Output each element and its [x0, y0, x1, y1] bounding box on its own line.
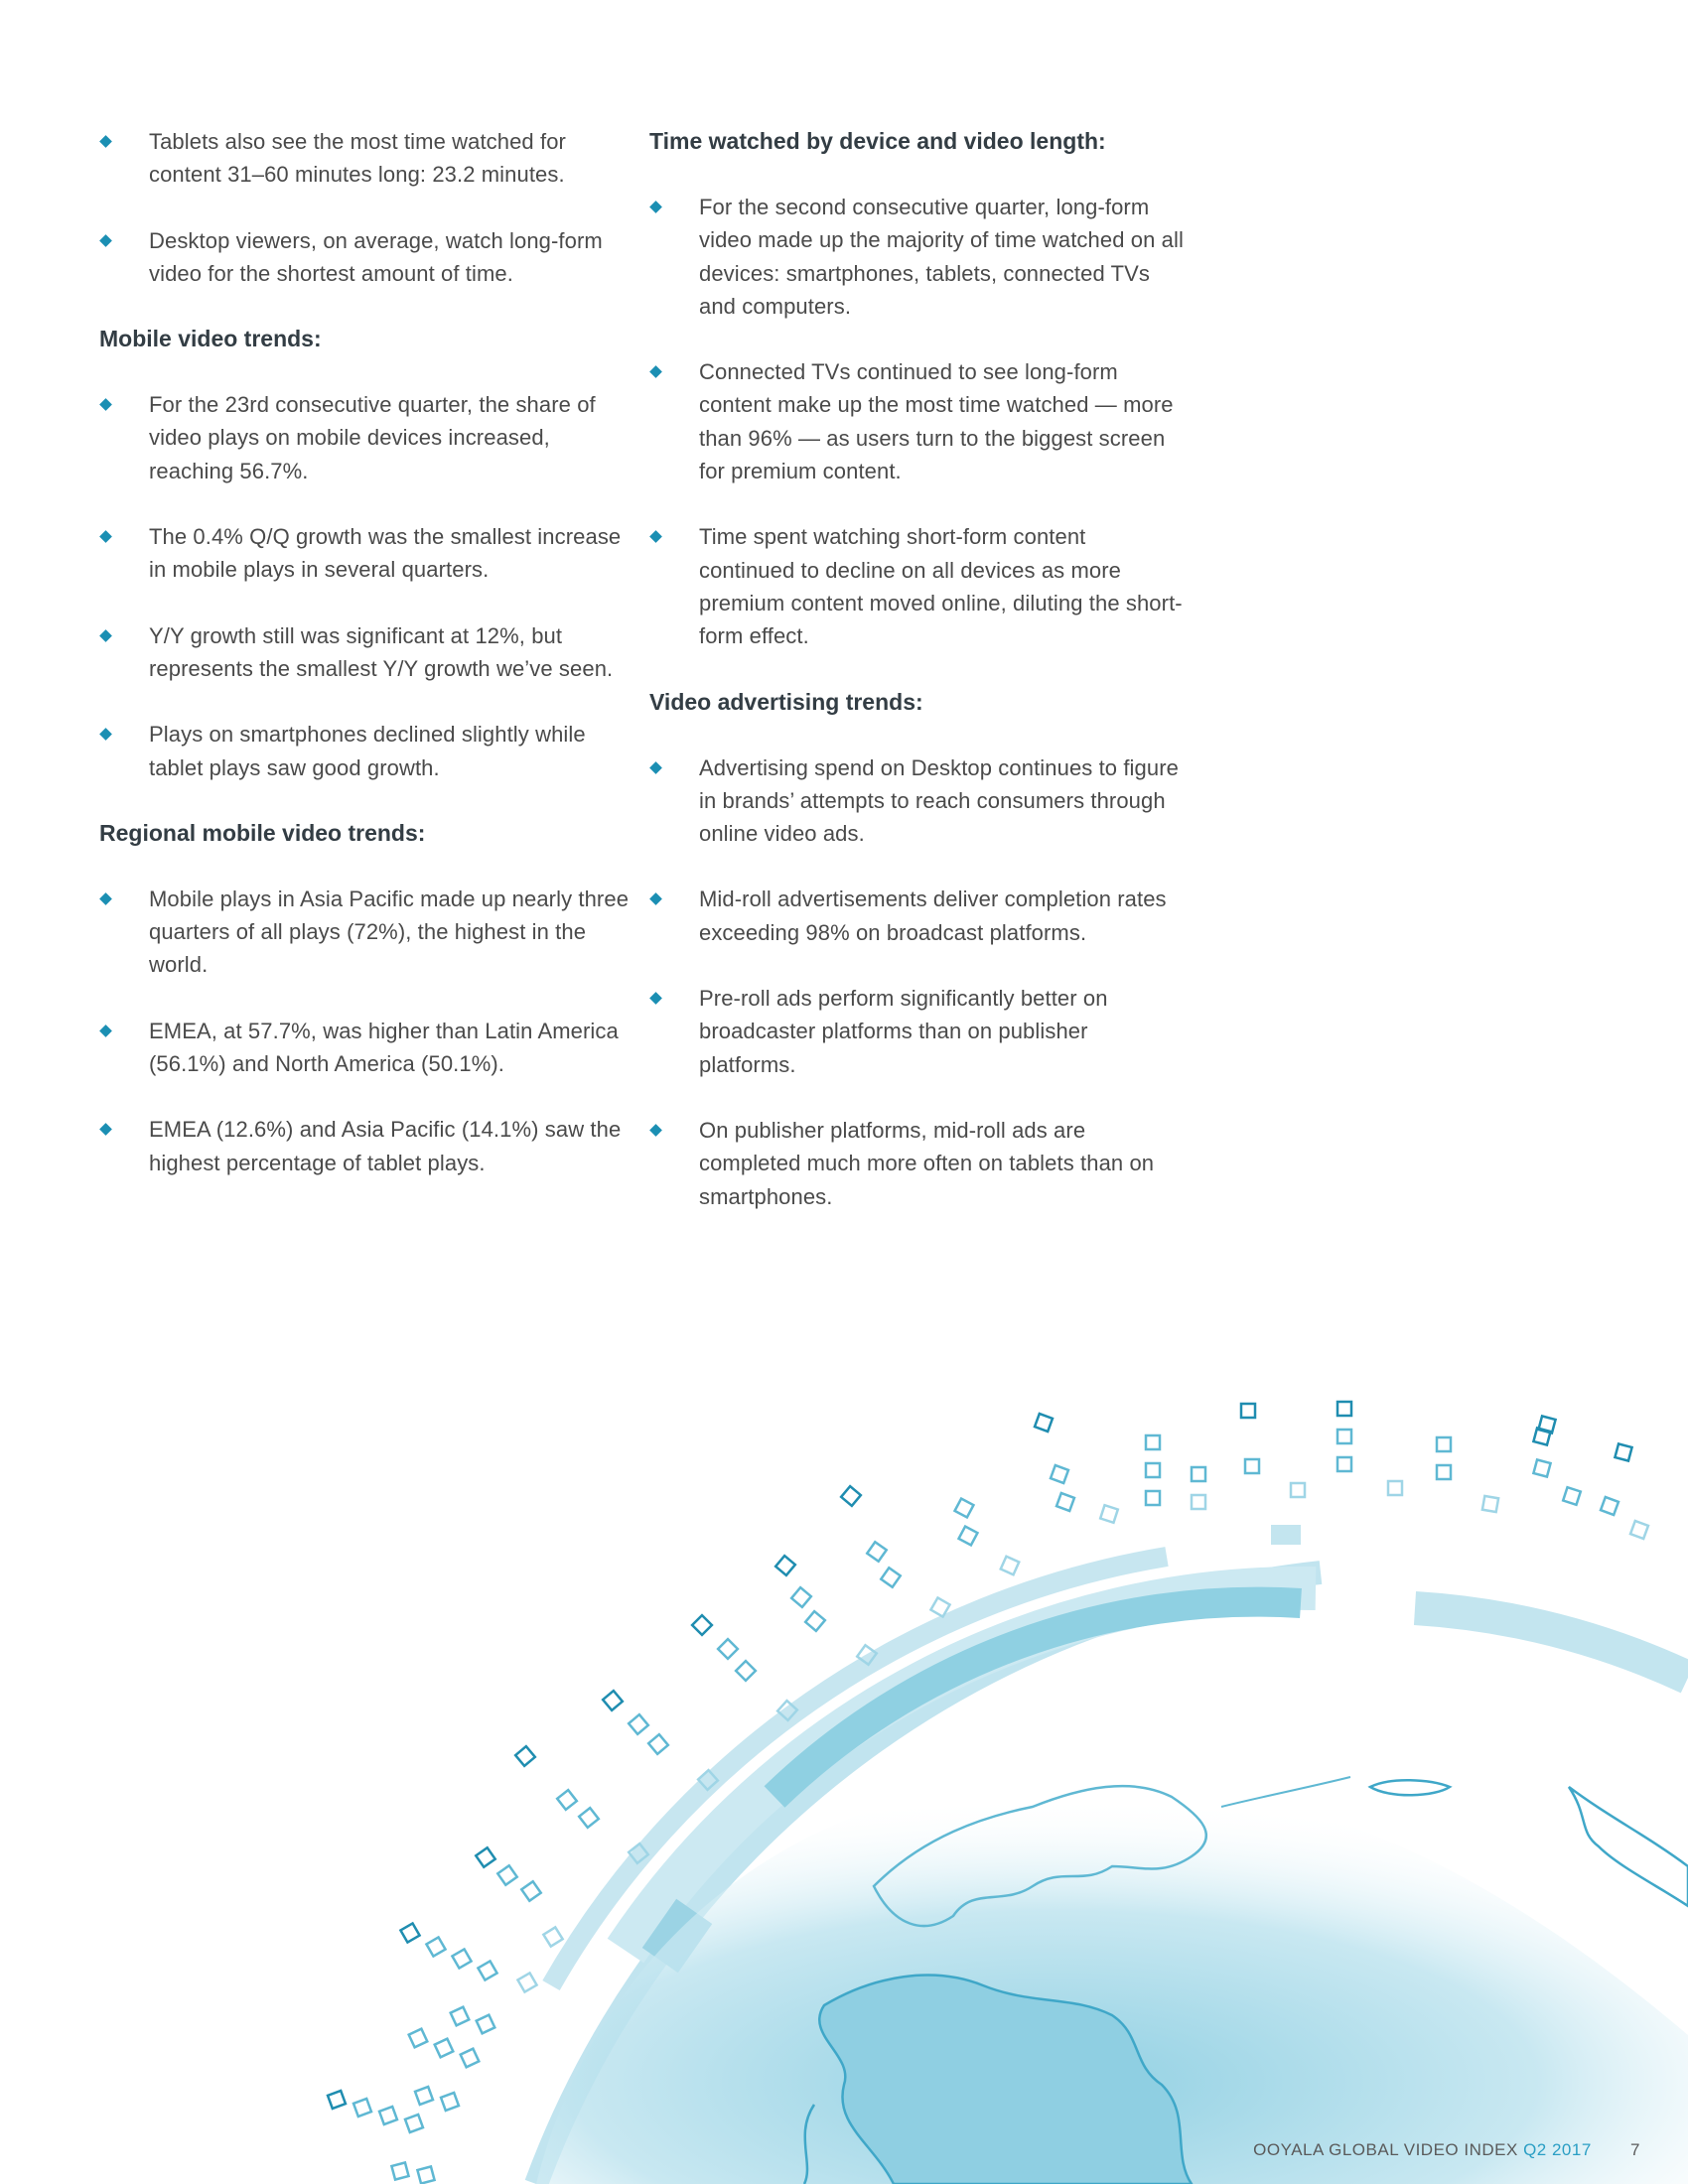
bullet-text: Pre-roll ads perform significantly better on broadcaster platforms than on publisher platforms. [699, 986, 1108, 1077]
square-marker [452, 1949, 471, 1968]
square-marker [451, 2007, 470, 2026]
square-marker [1146, 1491, 1160, 1505]
square-marker [415, 2087, 433, 2105]
page-footer [1253, 2140, 1640, 2160]
square-marker [557, 1790, 577, 1810]
square-marker [1056, 1493, 1074, 1511]
square-marker [515, 1746, 535, 1766]
square-marker [441, 2093, 459, 2111]
diamond-bullet-icon [649, 992, 662, 1005]
square-marker [1437, 1465, 1451, 1479]
square-marker [1245, 1459, 1259, 1473]
square-marker [629, 1714, 648, 1734]
square-marker [791, 1587, 811, 1607]
diamond-bullet-icon [99, 1024, 112, 1037]
diamond-bullet-icon [649, 893, 662, 906]
list-item [649, 751, 1186, 851]
square-marker [477, 2015, 495, 2034]
square-marker [736, 1661, 756, 1681]
square-marker [328, 2091, 346, 2109]
bullet-text: Tablets also see the most time watched for content 31–60 minutes long: 23.2 minutes. [149, 129, 566, 188]
coastline-right [1569, 1787, 1688, 1906]
list-item [99, 388, 635, 487]
bullet-text: Mobile plays in Asia Pacific made up nearly three quarters of all plays (72%), the highest in the world. [149, 886, 630, 978]
diamond-bullet-icon [99, 135, 112, 148]
square-marker [1437, 1437, 1451, 1451]
square-marker [955, 1499, 974, 1518]
square-marker [461, 2049, 480, 2068]
bullet-text: On publisher platforms, mid-roll ads are completed much more often on tablets than on smartphones. [699, 1117, 1155, 1209]
mobile-trends-heading: Mobile video trends: [99, 326, 322, 352]
square-marker [1241, 1404, 1255, 1418]
square-marker [543, 1927, 562, 1946]
right-column [649, 125, 1186, 1246]
square-marker [1001, 1557, 1019, 1574]
square-marker [1291, 1483, 1305, 1497]
square-marker [1337, 1430, 1351, 1443]
square-marker [521, 1881, 540, 1900]
bullet-text: Connected TVs continued to see long-form content make up the most time watched — more than 96% — as users turn to the biggest screen for premium content. [699, 359, 1174, 484]
diamond-bullet-icon [649, 365, 662, 378]
square-marker [1563, 1487, 1581, 1505]
list-item [99, 619, 635, 686]
coastline-curve [1221, 1777, 1350, 1807]
square-marker [579, 1808, 599, 1828]
diamond-bullet-icon [99, 398, 112, 411]
list-item [649, 1114, 1186, 1213]
square-marker [1337, 1402, 1351, 1416]
square-marker [775, 1556, 795, 1575]
diamond-bullet-icon [99, 1123, 112, 1136]
square-marker [517, 1973, 536, 1991]
list-item [649, 982, 1186, 1081]
diamond-bullet-icon [99, 728, 112, 741]
diamond-bullet-icon [649, 1124, 662, 1137]
list-item [99, 520, 635, 587]
bullet-text: Time spent watching short-form content continued to decline on all devices as more premium content moved online, diluting the short-form effect. [699, 524, 1183, 649]
bullet-text: For the 23rd consecutive quarter, the share of video plays on mobile devices increased, reaching 56.7%. [149, 392, 596, 483]
bullet-text: EMEA (12.6%) and Asia Pacific (14.1%) saw the highest percentage of tablet plays. [149, 1117, 622, 1175]
square-marker [1146, 1435, 1160, 1449]
diamond-bullet-icon [649, 531, 662, 544]
bullet-text: Plays on smartphones declined slightly while tablet plays saw good growth. [149, 722, 586, 780]
square-marker [1482, 1496, 1498, 1512]
mobile-bullet-list [99, 388, 635, 784]
footer-title: OOYALA GLOBAL VIDEO INDEX [1253, 2140, 1518, 2159]
square-marker [435, 2039, 454, 2058]
globe-illustration [0, 1370, 1688, 2184]
square-marker [603, 1691, 623, 1710]
diamond-bullet-icon [99, 234, 112, 247]
square-marker [1035, 1414, 1053, 1432]
square-marker [478, 1961, 496, 1979]
time-watched-bullet-list [649, 191, 1186, 653]
list-item [99, 224, 635, 291]
square-marker [1192, 1495, 1205, 1509]
square-marker [426, 1937, 445, 1956]
bullet-text: Mid-roll advertisements deliver completion rates exceeding 98% on broadcast platforms. [699, 887, 1167, 945]
square-marker [959, 1527, 978, 1546]
list-item [649, 883, 1186, 949]
square-marker [1533, 1459, 1550, 1476]
arc-segment-small [1271, 1525, 1301, 1545]
list-item [649, 520, 1186, 652]
ad-bullet-list [649, 751, 1186, 1213]
square-marker [718, 1639, 738, 1659]
square-marker [391, 2162, 408, 2179]
square-marker [1337, 1457, 1351, 1471]
square-marker [1192, 1467, 1205, 1481]
island-shape [1370, 1780, 1450, 1795]
square-marker [867, 1542, 886, 1561]
square-marker [805, 1611, 825, 1631]
square-marker [1388, 1481, 1402, 1495]
square-marker [1601, 1497, 1618, 1515]
list-item [99, 1015, 635, 1081]
square-marker [1630, 1521, 1648, 1539]
list-item [99, 883, 635, 982]
list-item [99, 1113, 635, 1179]
right-orbit-arc [1415, 1608, 1688, 1678]
regional-bullet-list [99, 883, 635, 1179]
time-watched-heading: Time watched by device and video length: [649, 128, 1106, 154]
square-marker [1146, 1463, 1160, 1477]
diamond-bullet-icon [99, 629, 112, 642]
bullet-text: EMEA, at 57.7%, was higher than Latin America (56.1%) and North America (50.1%). [149, 1018, 619, 1077]
list-item [99, 718, 635, 784]
bullet-text: Desktop viewers, on average, watch long-form video for the shortest amount of time. [149, 227, 603, 286]
footer-period: Q2 2017 [1523, 2140, 1592, 2159]
bullet-text: For the second consecutive quarter, long-form video made up the majority of time watched on all devices: smartphones, tablets, connected TVs and computers. [699, 195, 1184, 319]
diamond-bullet-icon [99, 530, 112, 543]
square-marker [1051, 1465, 1068, 1483]
square-marker [417, 2166, 434, 2183]
list-item [649, 191, 1186, 323]
square-marker [353, 2099, 371, 2116]
list-item [99, 125, 635, 192]
square-marker [1538, 1416, 1555, 1433]
diamond-bullet-icon [99, 892, 112, 905]
square-marker [1615, 1443, 1631, 1460]
list-item [649, 355, 1186, 487]
square-marker [476, 1847, 494, 1866]
square-marker [648, 1734, 668, 1754]
square-marker [405, 2115, 423, 2132]
ad-trends-heading: Video advertising trends: [649, 688, 923, 715]
diamond-bullet-icon [649, 201, 662, 213]
square-marker [881, 1568, 900, 1586]
square-marker [409, 2029, 428, 2048]
square-marker [400, 1923, 419, 1942]
square-marker [379, 2107, 397, 2124]
bullet-text: Y/Y growth still was significant at 12%, but represents the smallest Y/Y growth we’ve seen. [149, 622, 614, 681]
intro-bullet-list [99, 125, 635, 290]
square-marker [1100, 1505, 1118, 1523]
square-marker [497, 1865, 516, 1884]
left-column [99, 125, 635, 1212]
square-marker [841, 1486, 861, 1506]
regional-trends-heading: Regional mobile video trends: [99, 819, 426, 846]
page-number: 7 [1630, 2140, 1640, 2159]
bullet-text: The 0.4% Q/Q growth was the smallest increase in mobile plays in several quarters. [149, 524, 622, 583]
diamond-bullet-icon [649, 761, 662, 774]
square-marker [692, 1615, 712, 1635]
bullet-text: Advertising spend on Desktop continues to figure in brands’ attempts to reach consumers through online video ads. [699, 754, 1179, 847]
